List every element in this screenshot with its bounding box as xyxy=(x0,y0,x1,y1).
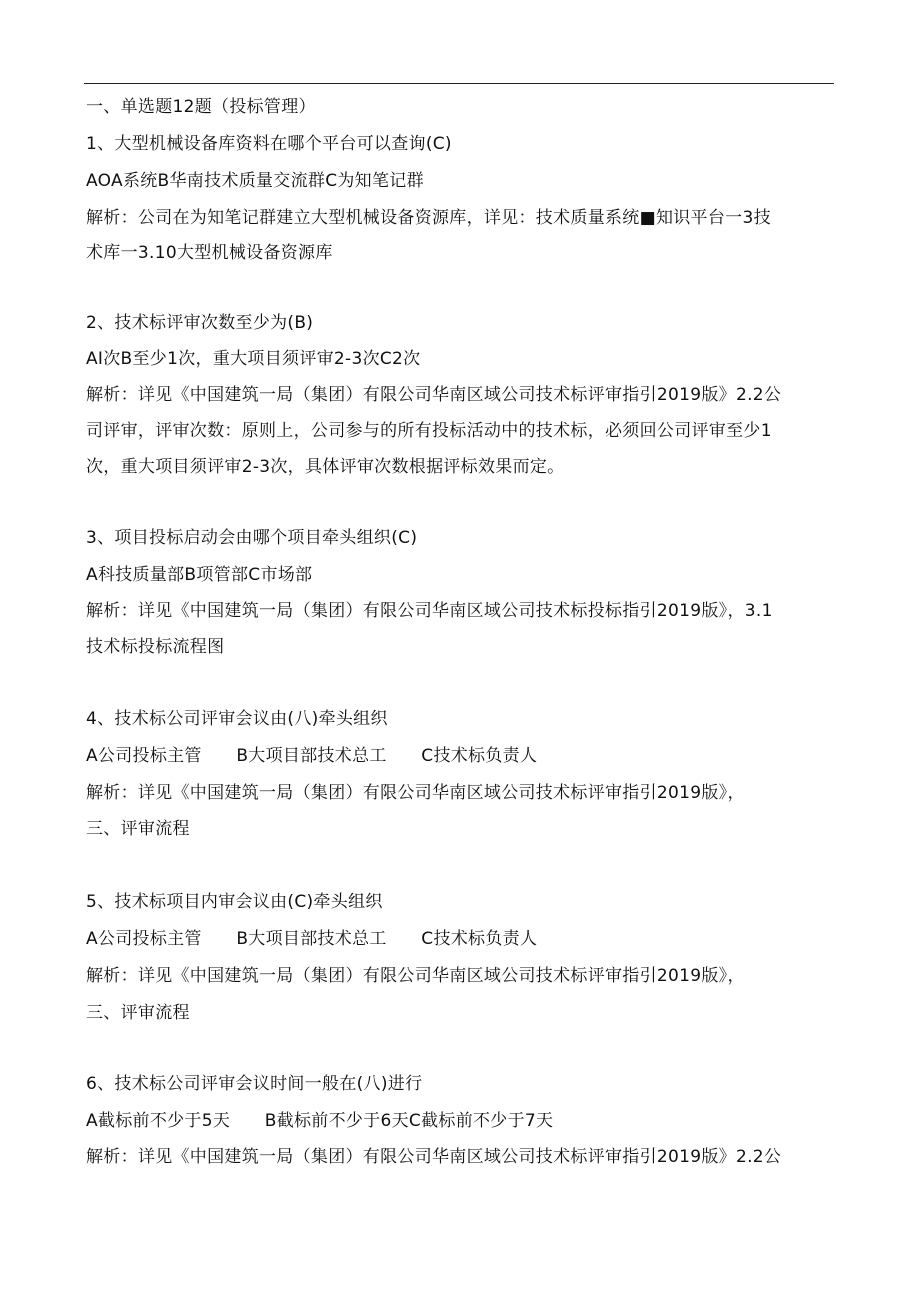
question-3-analysis-line-1: 解析：详见《中国建筑一局（集团）有限公司华南区域公司技术标投标指引2019版》，3.1 xyxy=(86,601,773,621)
question-5-analysis-line-2: 三、评审流程 xyxy=(86,1003,190,1023)
header-rule xyxy=(84,83,834,84)
question-6-analysis-line-1: 解析：详见《中国建筑一局（集团）有限公司华南区域公司技术标评审指引2019版》2.2公 xyxy=(86,1147,782,1167)
question-3-options: A科技质量部B项管部C市场部 xyxy=(86,565,313,585)
question-5-stem: 5、技术标项目内审会议由(C)牵头组织 xyxy=(86,892,383,912)
question-2-analysis-line-2: 司评审，评审次数：原则上，公司参与的所有投标活动中的技术标，必须回公司评审至少1 xyxy=(86,421,772,441)
question-4-analysis-line-2: 三、评审流程 xyxy=(86,819,190,839)
question-1-options: AOA系统B华南技术质量交流群C为知笔记群 xyxy=(86,171,424,191)
question-1-analysis-line-2: 术库一3.10大型机械设备资源库 xyxy=(86,243,333,263)
question-4-options: A公司投标主管 B大项目部技术总工 C技术标负责人 xyxy=(86,746,538,766)
question-4-stem: 4、技术标公司评审会议由(八)牵头组织 xyxy=(86,709,388,729)
question-1-stem: 1、大型机械设备库资料在哪个平台可以查询(C) xyxy=(86,134,452,154)
question-2-analysis-line-3: 次，重大项目须评审2-3次，具体评审次数根据评标效果而定。 xyxy=(86,457,565,477)
question-3-stem: 3、项目投标启动会由哪个项目牵头组织(C) xyxy=(86,528,418,548)
question-5-analysis-line-1: 解析：详见《中国建筑一局（集团）有限公司华南区域公司技术标评审指引2019版》， xyxy=(86,966,745,986)
question-3-analysis-line-2: 技术标投标流程图 xyxy=(86,637,225,657)
question-5-options: A公司投标主管 B大项目部技术总工 C技术标负责人 xyxy=(86,929,538,949)
question-2-analysis-line-1: 解析：详见《中国建筑一局（集团）有限公司华南区域公司技术标评审指引2019版》2.2公 xyxy=(86,385,782,405)
question-6-stem: 6、技术标公司评审会议时间一般在(八)进行 xyxy=(86,1074,423,1094)
question-2-options: AI次B至少1次，重大项目须评审2-3次C2次 xyxy=(86,349,421,369)
question-2-stem: 2、技术标评审次数至少为(B) xyxy=(86,313,314,333)
question-1-analysis-line-1: 解析：公司在为知笔记群建立大型机械设备资源库，详见：技术质量系统■知识平台一3技 xyxy=(86,208,771,228)
section-title: 一、单选题12题（投标管理） xyxy=(86,97,316,117)
question-4-analysis-line-1: 解析：详见《中国建筑一局（集团）有限公司华南区域公司技术标评审指引2019版》， xyxy=(86,783,745,803)
question-6-options: A截标前不少于5天 B截标前不少于6天C截标前不少于7天 xyxy=(86,1111,554,1131)
